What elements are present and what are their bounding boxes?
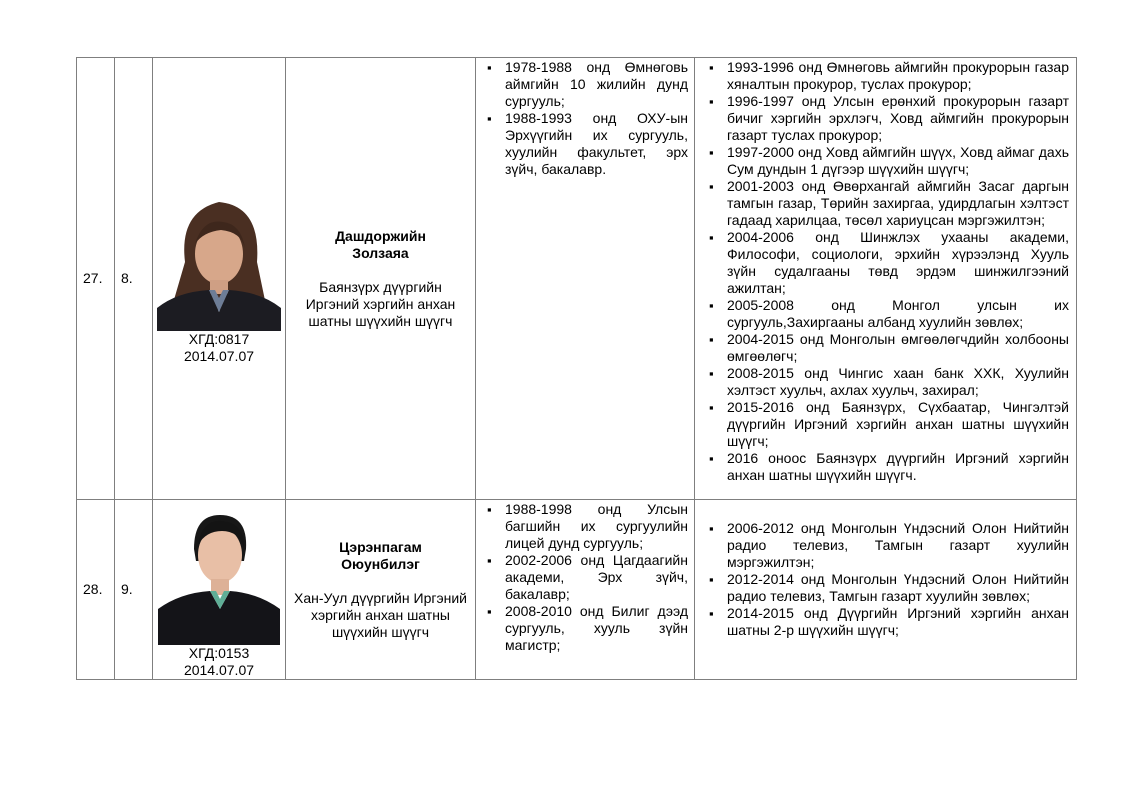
judge-name-line2: Золзаяа bbox=[352, 244, 409, 261]
judge-portrait-woman-icon bbox=[158, 505, 280, 645]
list-item: ▪ 2004-2006 онд Шинжлэх ухааны академи, Философи, социологи, эрхийн хүрээлэнд Хууль зүйн судалгааны төвд эрдэм шинжилгээний ажилтан; bbox=[727, 229, 1069, 297]
court-position: Баянзүрх дүүргийн Иргэний хэргийн анхан шатны шүүхийн шүүгч bbox=[305, 278, 456, 329]
work-history-cell bbox=[695, 58, 1077, 500]
registration-date: 2014.07.07 bbox=[183, 348, 255, 364]
list-item: ▪ 2004-2015 онд Монголын өмгөөлөгчдийн холбооны өмгөөлөгч; bbox=[727, 331, 1069, 365]
judges-table bbox=[76, 57, 1077, 680]
registration-code: ХГД:0153 bbox=[188, 645, 250, 661]
list-item: ▪ 1993-1996 онд Өмнөговь аймгийн прокурорын газар хяналтын прокурор, туслах прокурор; bbox=[727, 59, 1069, 93]
judge-name-line2: Оюунбилэг bbox=[341, 555, 420, 572]
judge-name-line1: Цэрэнпагам bbox=[339, 538, 422, 555]
sub-number: 8. bbox=[115, 58, 153, 500]
education-cell bbox=[476, 58, 695, 500]
list-item: ▪ 2002-2006 онд Цагдаагийн академи, Эрх зүйч, бакалавр; bbox=[505, 552, 688, 603]
work-history-list bbox=[727, 59, 1069, 484]
row-number: 27. bbox=[77, 58, 115, 500]
list-item: ▪ 1988-1993 онд ОХУ-ын Эрхүүгийн их сургууль, хуулийн факультет, эрх зүйч, бакалавр. bbox=[505, 110, 688, 178]
judge-name-line1: Дашдоржийн bbox=[335, 227, 426, 244]
list-item: ▪ 2005-2008 онд Монгол улсын их сургууль,Захиргааны албанд хуулийн зөвлөх; bbox=[727, 297, 1069, 331]
education-cell bbox=[476, 500, 695, 680]
table-row bbox=[77, 500, 1077, 680]
education-list bbox=[505, 501, 688, 654]
court-position: Хан-Уул дүүргийн Иргэний хэргийн анхан шатны шүүхийн шүүгч bbox=[294, 589, 467, 640]
row-number: 28. bbox=[77, 500, 115, 680]
name-cell bbox=[286, 500, 476, 680]
photo-cell bbox=[153, 58, 286, 500]
table-row bbox=[77, 58, 1077, 500]
education-list bbox=[505, 59, 688, 178]
name-cell bbox=[286, 58, 476, 500]
list-item: ▪ 2016 оноос Баянзүрх дүүргийн Иргэний хэргийн анхан шатны шүүхийн шүүгч. bbox=[727, 450, 1069, 484]
judge-portrait-woman-icon bbox=[157, 192, 281, 331]
list-item: ▪ 2014-2015 онд Дүүргийн Иргэний хэргийн анхан шатны 2-р шүүхийн шүүгч; bbox=[727, 605, 1069, 639]
list-item: ▪ 2008-2010 онд Билиг дээд сургууль, хууль зүйн магистр; bbox=[505, 603, 688, 654]
list-item: ▪ 2008-2015 онд Чингис хаан банк ХХК, Хуулийн хэлтэст хуульч, ахлах хуульч, захирал; bbox=[727, 365, 1069, 399]
list-item: ▪ 1997-2000 онд Ховд аймгийн шүүх, Ховд аймаг дахь Сум дундын 1 дүгээр шүүхийн шүүгч; bbox=[727, 144, 1069, 178]
work-history-list bbox=[727, 520, 1069, 639]
list-item: ▪ 1978-1988 онд Өмнөговь аймгийн 10 жилийн дунд сургууль; bbox=[505, 59, 688, 110]
sub-number: 9. bbox=[115, 500, 153, 680]
work-history-cell bbox=[695, 500, 1077, 680]
list-item: ▪ 2001-2003 онд Өвөрхангай аймгийн Засаг даргын тамгын газар, Төрийн захиргаа, удирдлагын хэлтэст гадаад харилцаа, төсөл хариуцсан мэргэжилтэн; bbox=[727, 178, 1069, 229]
list-item: ▪ 2015-2016 онд Баянзүрх, Сүхбаатар, Чингэлтэй дүүргийн Иргэний хэргийн анхан шатны шүүхийн шүүгч; bbox=[727, 399, 1069, 450]
list-item: ▪ 2006-2012 онд Монголын Үндэсний Олон Нийтийн радио телевиз, Тамгын газарт хуулийн мэргэжилтэн; bbox=[727, 520, 1069, 571]
registration-date: 2014.07.07 bbox=[183, 662, 255, 678]
list-item: ▪ 2012-2014 онд Монголын Үндэсний Олон Нийтийн радио телевиз, Тамгын газарт хуулийн зөвлөх; bbox=[727, 571, 1069, 605]
photo-cell bbox=[153, 500, 286, 680]
registration-code: ХГД:0817 bbox=[188, 331, 250, 347]
list-item: ▪ 1988-1998 онд Улсын багшийн их сургуулийн лицей дунд сургууль; bbox=[505, 501, 688, 552]
list-item: ▪ 1996-1997 онд Улсын ерөнхий прокурорын газарт бичиг хэргийн эрхлэгч, Ховд аймгийн прокурорын газарт туслах прокурор; bbox=[727, 93, 1069, 144]
